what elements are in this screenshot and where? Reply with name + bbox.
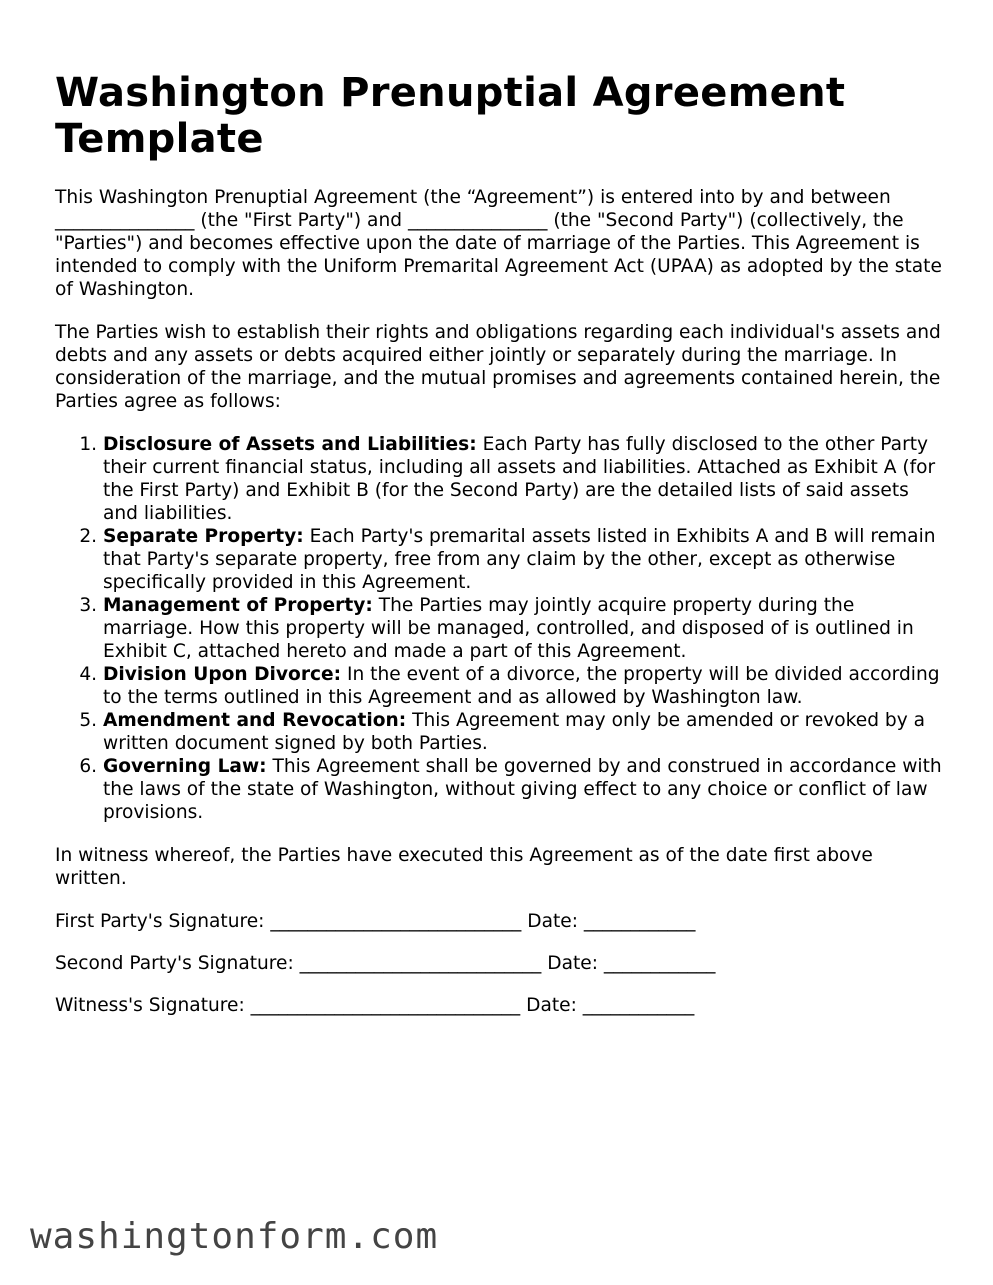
clause-text: Each Party's premarital assets listed in Exhibits A and B will remain that Party's separate property, free from any claim by the other, except as otherwise specifically provided in this Agreement. <box>103 526 936 593</box>
document-title: Washington Prenuptial Agreement Template <box>55 70 846 162</box>
clause-text: The Parties may jointly acquire property during the marriage. How this property will be managed, controlled, and disposed of is outlined in Exhibit C, attached hereto and made a part of this Agreement. <box>103 595 914 662</box>
clauses-list <box>55 433 945 824</box>
clause-amendment <box>103 709 945 755</box>
clause-separate-property <box>103 525 945 594</box>
clause-text: In the event of a divorce, the property will be divided according to the terms outlined in this Agreement and as allowed by Washington law. <box>103 664 940 708</box>
document-page <box>55 70 945 1036</box>
witness-signature-line: Witness's Signature: _____________________________ Date: ____________ <box>55 995 695 1016</box>
clause-heading: Amendment and Revocation: <box>103 710 407 731</box>
clause-text: This Agreement may only be amended or revoked by a written document signed by both Parties. <box>103 710 926 754</box>
clause-management <box>103 594 945 663</box>
clause-heading: Division Upon Divorce: <box>103 664 342 685</box>
clause-heading: Separate Property: <box>103 526 304 547</box>
site-watermark: washingtonform.com <box>30 1216 439 1257</box>
clause-governing-law <box>103 755 945 824</box>
purpose-paragraph: The Parties wish to establish their rights and obligations regarding each individual's assets and debts and any assets or debts acquired either jointly or separately during the marriage. In consideration of the marriage, and the mutual promises and agreements contained herein, the Parties agree as follows: <box>55 322 941 412</box>
clause-heading: Management of Property: <box>103 595 373 616</box>
intro-paragraph: This Washington Prenuptial Agreement (the “Agreement”) is entered into by and between _______________ (the "First Party") and _______________ (the "Second Party") (collectively, the "Parties") and becomes effective upon the date of marriage of the Parties. This Agreement is intended to comply with the Uniform Premarital Agreement Act (UPAA) as adopted by the state of Washington. <box>55 187 942 300</box>
witness-statement: In witness whereof, the Parties have executed this Agreement as of the date first above written. <box>55 845 873 889</box>
clause-heading: Disclosure of Assets and Liabilities: <box>103 434 477 455</box>
clause-division <box>103 663 945 709</box>
clause-text: This Agreement shall be governed by and construed in accordance with the laws of the state of Washington, without giving effect to any choice or conflict of law provisions. <box>103 756 942 823</box>
second-party-signature-line: Second Party's Signature: __________________________ Date: ____________ <box>55 953 716 974</box>
clause-text: Each Party has fully disclosed to the other Party their current financial status, including all assets and liabilities. Attached as Exhibit A (for the First Party) and Exhibit B (for the Second Party) are the detailed lists of said assets and liabilities. <box>103 434 936 524</box>
clause-heading: Governing Law: <box>103 756 267 777</box>
clause-disclosure <box>103 433 945 525</box>
first-party-signature-line: First Party's Signature: ___________________________ Date: ____________ <box>55 911 696 932</box>
